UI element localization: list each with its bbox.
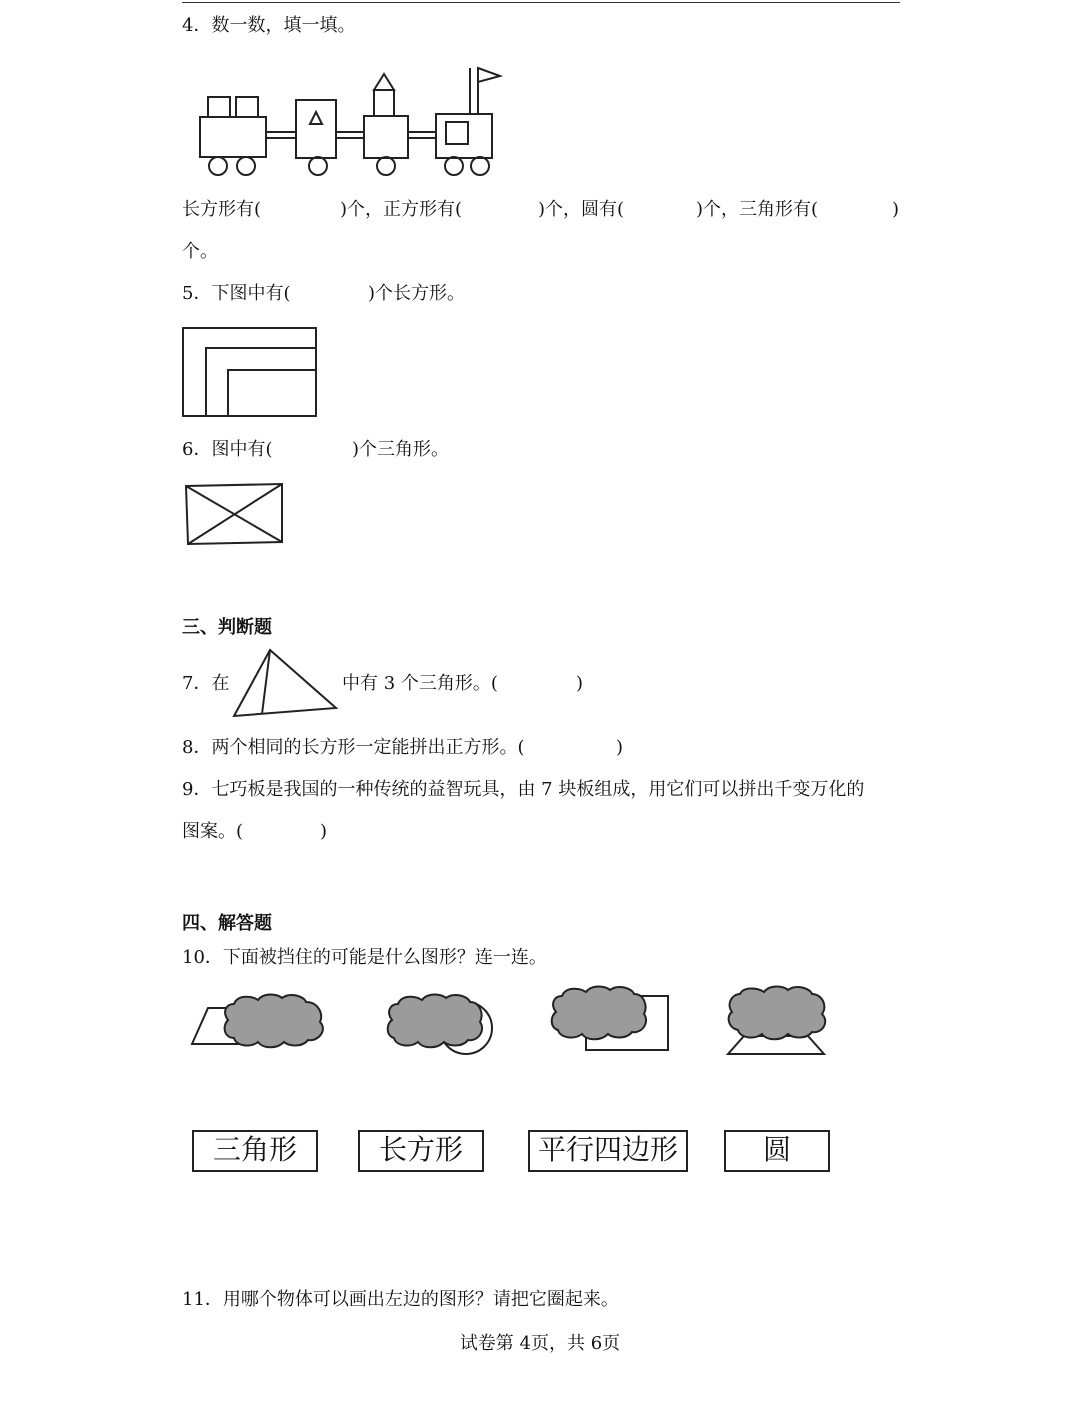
- q8-answer-blank[interactable]: [540, 736, 614, 760]
- q4-triangle-label: )个，三角形有(: [696, 199, 819, 220]
- q8-close-paren: ): [616, 737, 624, 758]
- q7-prefix: 7．在: [182, 673, 230, 694]
- q7-answer-blank[interactable]: [504, 672, 574, 696]
- section4-title: 四、解答题: [182, 913, 272, 934]
- q6-blank[interactable]: [278, 438, 348, 462]
- q4-circle-label: )个，圆有(: [538, 199, 625, 220]
- split-triangle-figure: [232, 648, 340, 720]
- q5-text-a: 5．下图中有(: [182, 283, 291, 304]
- page-footer: 试卷第 4页，共 6页: [459, 1333, 621, 1354]
- label-rectangle[interactable]: 长方形: [358, 1130, 484, 1172]
- hidden-parallelogram-figure: [188, 990, 330, 1052]
- q9-line1: 9．七巧板是我国的一种传统的益智玩具，由 7 块板组成，用它们可以拼出千变万化的: [182, 779, 865, 800]
- train-figure: [190, 62, 510, 182]
- q6-text-a: 6．图中有(: [182, 439, 273, 460]
- q11-title: 11．用哪个物体可以画出左边的图形？请把它圈起来。: [182, 1289, 619, 1310]
- section3-title: 三、判断题: [182, 617, 272, 638]
- q10-title: 10．下面被挡住的可能是什么图形？连一连。: [182, 947, 547, 968]
- q9-line2-a: 图案。(: [182, 821, 244, 842]
- nested-rectangles-figure: [182, 326, 318, 418]
- q4-close-paren: ): [892, 199, 900, 220]
- crossed-rectangle-figure: [184, 482, 284, 548]
- q7-close-paren: ): [576, 673, 584, 694]
- q4-rect-blank[interactable]: [268, 198, 338, 222]
- q9-answer-blank[interactable]: [246, 820, 318, 844]
- q4-triangle-blank[interactable]: [820, 198, 890, 222]
- hidden-circle-figure: [386, 990, 506, 1060]
- q6-text-b: )个三角形。: [352, 439, 450, 460]
- label-triangle[interactable]: 三角形: [192, 1130, 318, 1172]
- q4-rect-label: 长方形有(: [182, 199, 262, 220]
- hidden-rectangle-figure: [550, 984, 674, 1056]
- q4-title: 4．数一数，填一填。: [182, 15, 356, 36]
- top-rule: [182, 2, 900, 3]
- q4-square-blank[interactable]: [462, 198, 532, 222]
- q5-text-b: )个长方形。: [368, 283, 466, 304]
- q4-square-label: )个，正方形有(: [340, 199, 463, 220]
- q7-suffix: 中有 3 个三角形。(: [342, 673, 498, 694]
- label-parallelogram[interactable]: 平行四边形: [528, 1130, 688, 1172]
- label-circle[interactable]: 圆: [724, 1130, 830, 1172]
- q9-close-paren: ): [320, 821, 328, 842]
- q4-tail: 个。: [182, 241, 218, 262]
- hidden-triangle-figure: [724, 984, 832, 1060]
- q4-circle-blank[interactable]: [620, 198, 690, 222]
- q8-text-a: 8．两个相同的长方形一定能拼出正方形。(: [182, 737, 525, 758]
- q5-blank[interactable]: [292, 282, 362, 306]
